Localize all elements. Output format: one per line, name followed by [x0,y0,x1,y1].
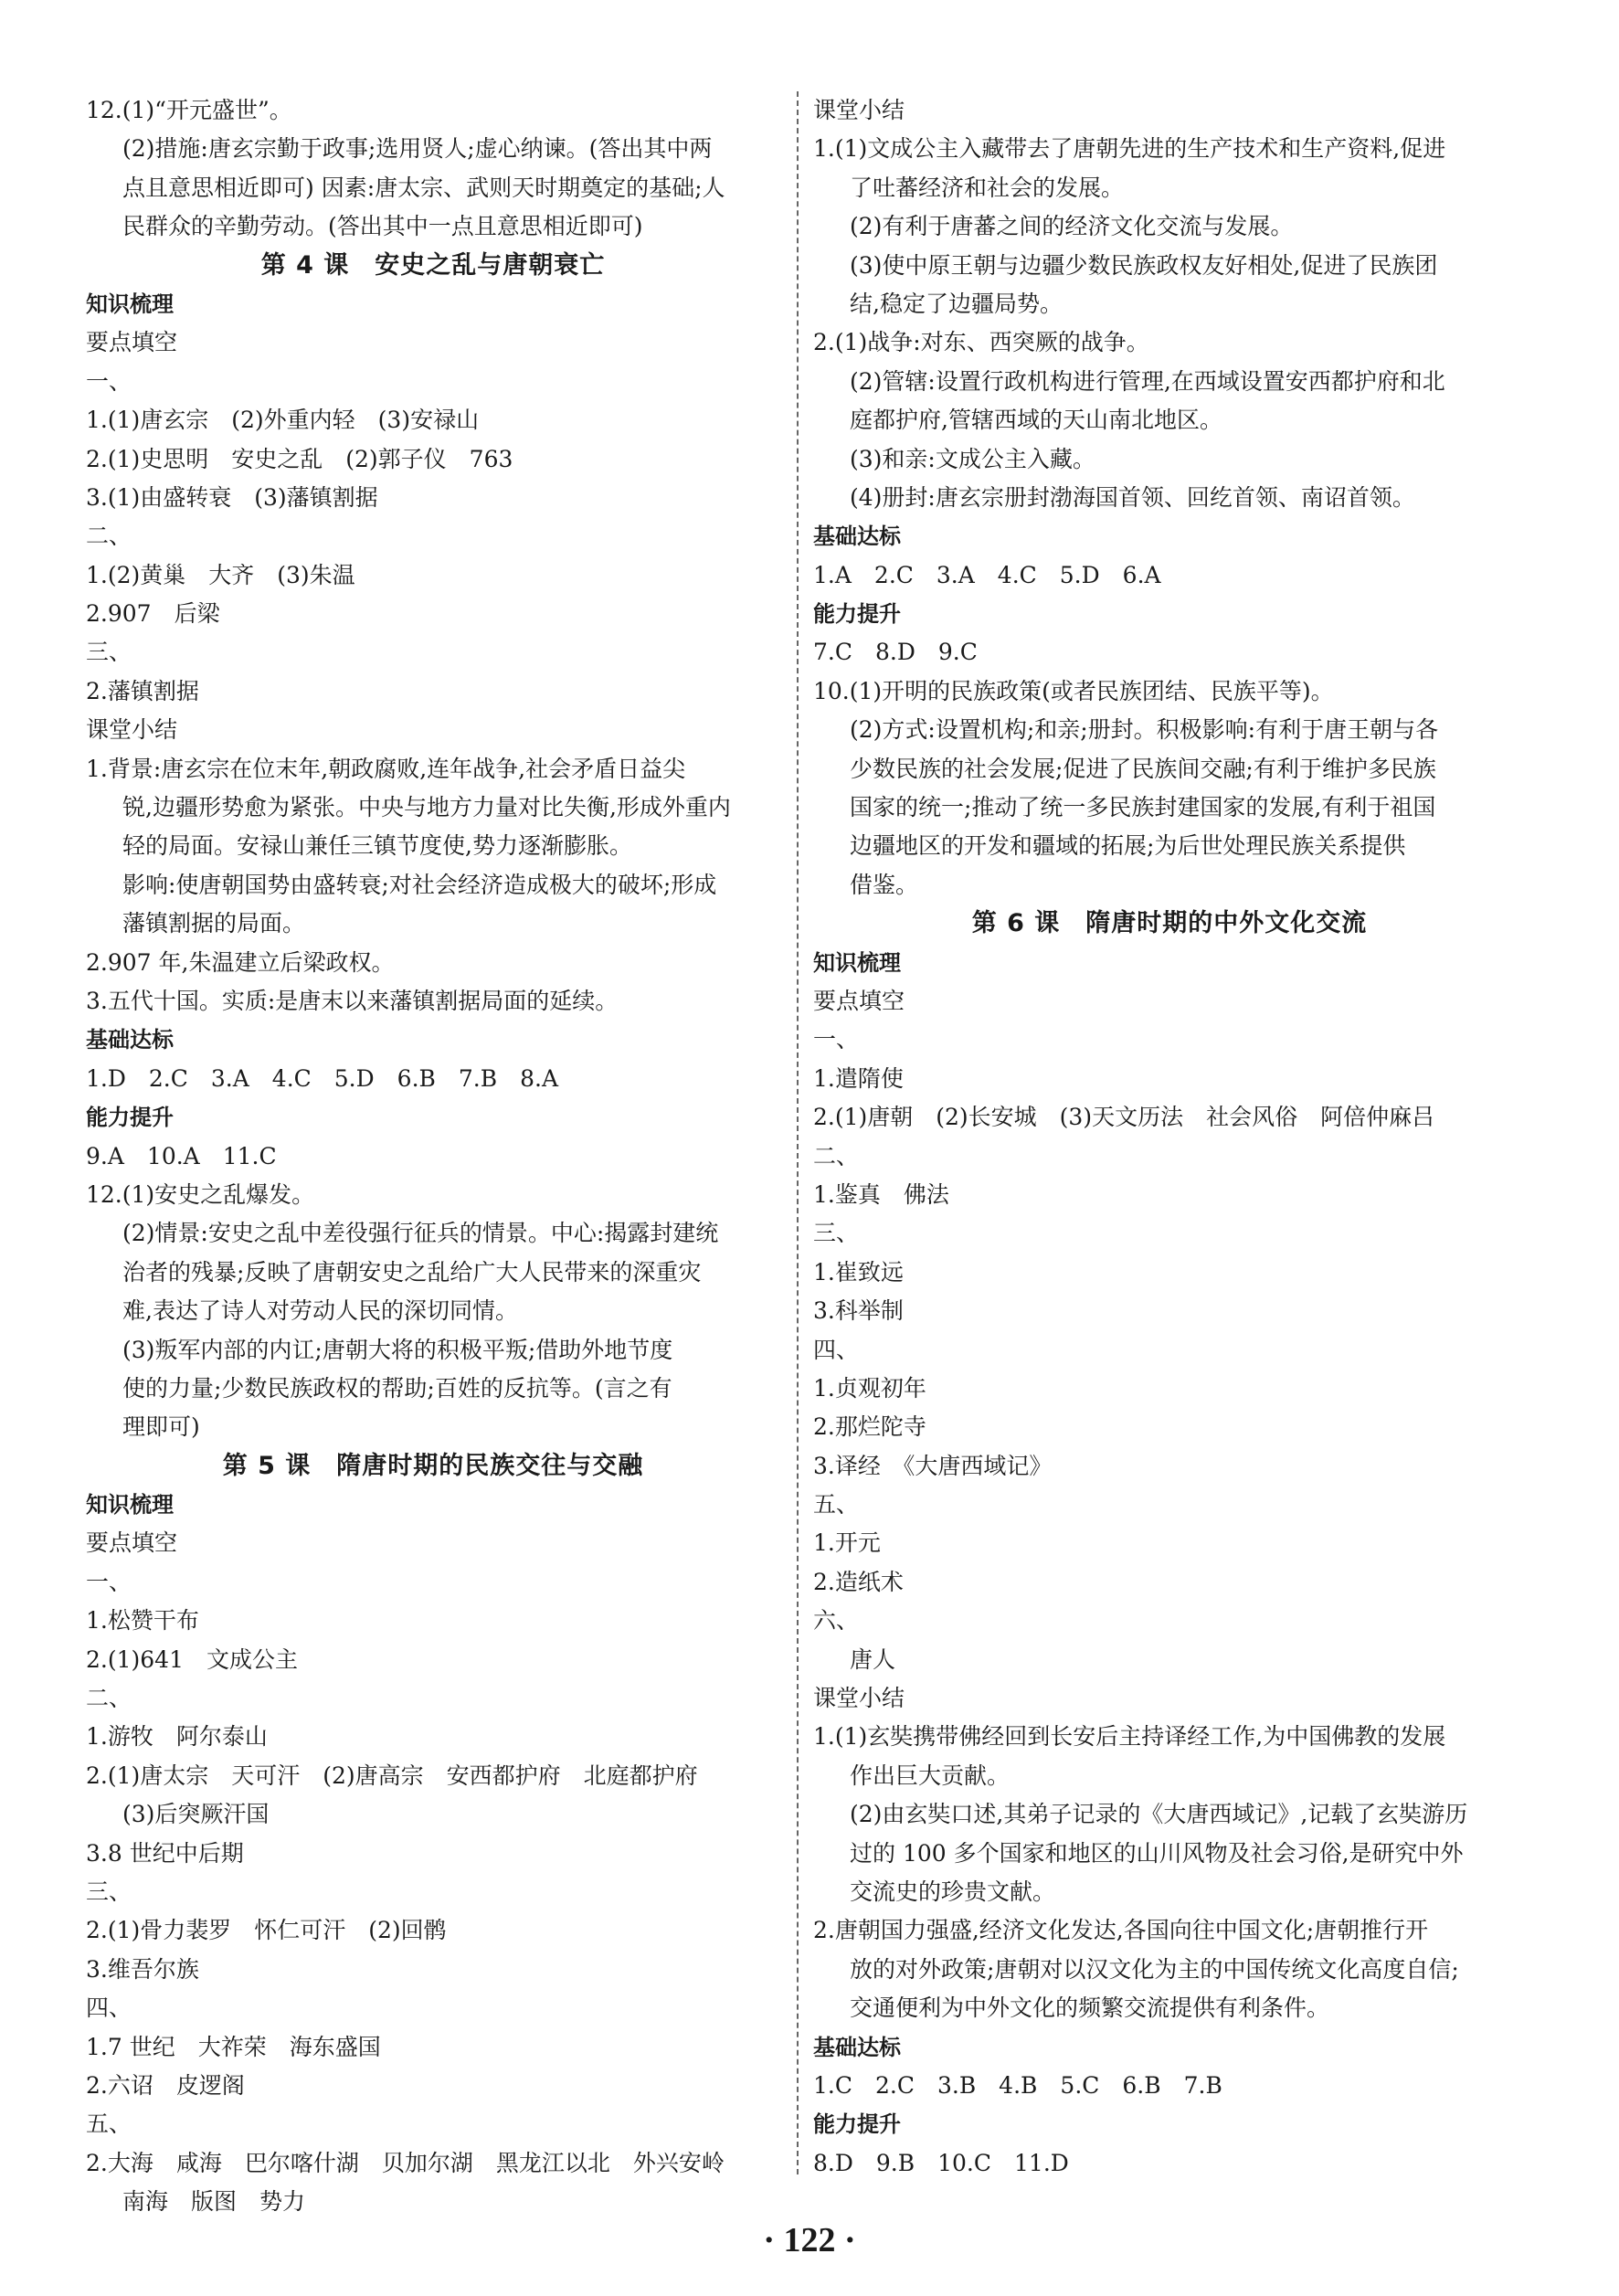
text-line: 7.C 8.D 9.C [813,639,978,666]
section-heading: 基础达标 [813,524,901,550]
text-line: 四、 [813,1336,860,1363]
text-line: 边疆地区的开发和疆域的拓展;为后世处理民族关系提供 [850,832,1406,860]
text-line: 藩镇割据的局面。 [122,910,306,937]
text-line: (2)有利于唐蕃之间的经济文化交流与发展。 [850,213,1294,240]
text-line: 1.游牧 阿尔泰山 [86,1723,268,1751]
text-line: 国家的统一;推动了统一多民族封建国家的发展,有利于祖国 [850,794,1436,821]
text-line: 二、 [86,523,132,550]
text-line: (2)措施:唐玄宗勤于政事;选用贤人;虚心纳谏。(答出其中两 [122,135,713,163]
text-line: 二、 [813,1142,860,1169]
text-line: 课堂小结 [813,1685,905,1712]
left-column [86,91,780,2221]
text-line: 2.藩镇割据 [86,677,199,704]
column-divider [797,91,799,2174]
text-line: 3.8 世纪中后期 [86,1839,244,1867]
text-line: 五、 [86,2111,132,2138]
section-heading: 能力提升 [813,2111,901,2138]
text-line: 作出巨大贡献。 [850,1762,1011,1789]
text-line: 课堂小结 [86,716,178,744]
section-heading: 基础达标 [813,2034,901,2060]
text-line: 2.(1)骨力裴罗 怀仁可汗 (2)回鹘 [86,1917,447,1944]
text-line: 三、 [813,1220,860,1247]
text-line: (3)叛军内部的内讧;唐朝大将的积极平叛;借助外地节度 [122,1336,673,1363]
text-line: 放的对外政策;唐朝对以汉文化为主的中国传统文化高度自信; [850,1955,1459,1983]
text-line: (2)情景:安史之乱中差役强行征兵的情景。中心:揭露封建统 [122,1220,719,1247]
text-line: 要点填空 [813,987,905,1014]
right-column [813,91,1526,2183]
text-line: 9.A 10.A 11.C [86,1142,277,1169]
text-line: 四、 [86,1994,132,2022]
text-line: 2.那烂陀寺 [813,1413,926,1441]
text-line: 交流史的珍贵文献。 [850,1878,1056,1905]
text-line: 理即可) [122,1413,200,1441]
text-line: 2.(1)641 文成公主 [86,1645,298,1673]
text-line: 1.A 2.C 3.A 4.C 5.D 6.A [813,561,1161,588]
text-line: 少数民族的社会发展;促进了民族间交融;有利于维护多民族 [850,755,1436,782]
text-line: 2.(1)唐朝 (2)长安城 (3)天文历法 社会风俗 阿倍仲麻吕 [813,1104,1435,1131]
text-line: 2.(1)唐太宗 天可汗 (2)唐高宗 安西都护府 北庭都护府 [86,1762,698,1789]
text-line: 3.维吾尔族 [86,1955,199,1983]
text-line: 三、 [86,639,132,666]
text-line: 3.五代十国。实质:是唐末以来藩镇割据局面的延续。 [86,987,619,1014]
text-line: 1.(2)黄巢 大齐 (3)朱温 [86,561,355,588]
text-line: 唐人 [850,1645,896,1673]
lesson-title: 第 6 课 隋唐时期的中外文化交流 [971,909,1368,938]
text-line: 1.崔致远 [813,1258,904,1286]
text-line: 3.科举制 [813,1297,904,1325]
text-line: 8.D 9.B 10.C 11.D [813,2149,1069,2176]
text-line: 锐,边疆形势愈为紧张。中央与地方力量对比失衡,形成外重内 [122,794,731,821]
section-heading: 知识梳理 [86,1492,174,1518]
text-line: 3.(1)由盛转衰 (3)藩镇割据 [86,483,378,511]
text-line: 南海 版图 势力 [122,2188,306,2216]
section-heading: 基础达标 [86,1027,174,1053]
text-line: 课堂小结 [813,97,905,123]
text-line: 治者的残暴;反映了唐朝安史之乱给广大人民带来的深重灾 [122,1258,702,1286]
text-line: 民群众的辛勤劳动。(答出其中一点且意思相近即可) [122,213,643,240]
section-heading: 知识梳理 [86,291,174,317]
text-line: 12.(1)安史之乱爆发。 [86,1180,315,1208]
text-line: (3)使中原王朝与边疆少数民族政权友好相处,促进了民族团 [850,251,1438,279]
text-line: 2.造纸术 [813,1568,904,1595]
text-line: 一、 [813,1026,860,1053]
text-line: 1.遣隋使 [813,1064,904,1092]
text-line: 难,表达了诗人对劳动人民的深切同情。 [122,1297,518,1325]
text-line: (2)管辖:设置行政机构进行管理,在西域设置安西都护府和北 [850,367,1445,395]
text-line: 二、 [86,1685,132,1712]
text-line: (3)后突厥汗国 [122,1801,270,1828]
text-line: 1.(1)文成公主入藏带去了唐朝先进的生产技术和生产资料,促进 [813,135,1446,163]
lesson-title: 第 4 课 安史之乱与唐朝衰亡 [260,250,606,280]
text-line: 2.(1)战争:对东、西突厥的战争。 [813,329,1149,356]
text-line: 一、 [86,1568,132,1595]
text-line: 3.译经 《大唐西域记》 [813,1452,1053,1479]
section-heading: 能力提升 [813,601,901,628]
text-line: 1.(1)玄奘携带佛经回到长安后主持译经工作,为中国佛教的发展 [813,1723,1446,1751]
text-line: 1.贞观初年 [813,1374,926,1402]
text-line: 了吐蕃经济和社会的发展。 [850,174,1125,201]
text-line: 使的力量;少数民族政权的帮助;百姓的反抗等。(言之有 [122,1374,672,1402]
text-line: 2.907 年,朱温建立后梁政权。 [86,948,395,976]
text-line: 1.D 2.C 3.A 4.C 5.D 6.B 7.B 8.A [86,1064,559,1092]
text-line: 2.大海 咸海 巴尔喀什湖 贝加尔湖 黑龙江以北 外兴安岭 [86,2149,725,2176]
text-line: (3)和亲:文成公主入藏。 [850,445,1095,472]
text-line: 影响:使唐朝国势由盛转衰;对社会经济造成极大的破坏;形成 [122,871,717,898]
section-heading: 知识梳理 [813,949,901,976]
text-line: 要点填空 [86,1529,178,1557]
text-line: 1.背景:唐玄宗在位末年,朝政腐败,连年战争,社会矛盾日益尖 [86,755,686,782]
text-line: 10.(1)开明的民族政策(或者民族团结、民族平等)。 [813,677,1334,704]
text-line: 点且意思相近即可) 因素:唐太宗、武则天时期奠定的基础;人 [122,174,725,201]
text-line: 1.松赞干布 [86,1607,199,1635]
text-line: 1.开元 [813,1529,881,1557]
text-line: 2.唐朝国力强盛,经济文化发达,各国向往中国文化;唐朝推行开 [813,1917,1429,1944]
text-line: 要点填空 [86,329,178,356]
text-line: 三、 [86,1878,132,1905]
text-line: (4)册封:唐玄宗册封渤海国首领、回纥首领、南诏首领。 [850,483,1415,511]
text-line: 12.(1)“开元盛世”。 [86,97,292,123]
text-line: 五、 [813,1491,860,1518]
text-line: 1.7 世纪 大祚荣 海东盛国 [86,2033,381,2060]
text-line: 借鉴。 [850,871,919,898]
text-line: 2.907 后梁 [86,600,220,628]
text-line: 交通便利为中外文化的频繁交流提供有利条件。 [850,1994,1330,2022]
text-line: 结,稳定了边疆局势。 [850,290,1063,317]
section-heading: 能力提升 [86,1105,174,1131]
text-line: 一、 [86,367,132,395]
text-line: 2.六诏 皮逻阁 [86,2071,245,2099]
text-line: 过的 100 多个国家和地区的山川风物及社会习俗,是研究中外 [850,1839,1464,1867]
text-line: 庭都护府,管辖西域的天山南北地区。 [850,407,1222,434]
text-line: 2.(1)史思明 安史之乱 (2)郭子仪 763 [86,445,513,472]
text-line: 六、 [813,1607,860,1635]
text-line: 1.鉴真 佛法 [813,1180,949,1208]
text-line: 轻的局面。安禄山兼任三镇节度使,势力逐渐膨胀。 [122,832,632,860]
page-number: · 122 · [763,2221,856,2259]
text-line: 1.(1)唐玄宗 (2)外重内轻 (3)安禄山 [86,407,480,434]
lesson-title: 第 5 课 隋唐时期的民族交往与交融 [222,1451,644,1480]
text-line: (2)方式:设置机构;和亲;册封。积极影响:有利于唐王朝与各 [850,716,1439,744]
text-line: 1.C 2.C 3.B 4.B 5.C 6.B 7.B [813,2071,1222,2099]
text-line: (2)由玄奘口述,其弟子记录的《大唐西域记》,记载了玄奘游历 [850,1801,1468,1828]
